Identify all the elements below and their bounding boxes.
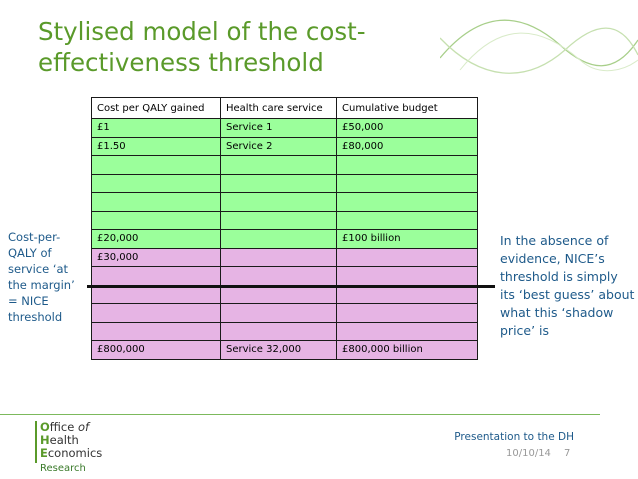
footer-date: 10/10/14 <box>506 448 551 459</box>
threshold-table <box>91 97 478 360</box>
table-cell: Service 1 <box>221 119 337 138</box>
logo-line-health: Health <box>40 433 79 447</box>
table-row <box>92 304 478 323</box>
table-row <box>92 248 478 267</box>
table-cell: £800,000 billion <box>337 341 478 360</box>
table-header-cell: Cumulative budget <box>337 98 478 119</box>
table-cell <box>92 211 221 230</box>
table-cell <box>337 156 478 175</box>
table-header-cell: Health care service <box>221 98 337 119</box>
threshold-line <box>87 285 495 288</box>
table-row <box>92 137 478 156</box>
table-cell <box>221 248 337 267</box>
table-cell <box>221 211 337 230</box>
table-cell <box>337 193 478 212</box>
logo-line-economics: Economics <box>40 446 103 460</box>
table-cell: £30,000 <box>92 248 221 267</box>
table-cell <box>221 193 337 212</box>
table-cell <box>221 230 337 249</box>
table-cell <box>221 267 337 286</box>
table-row <box>92 193 478 212</box>
shadow-price-annotation: In the absence of evidence, NICE’s threshold is simply its ‘best guess’ about what this ‘shadow price’ is <box>500 233 635 338</box>
decorative-wave-lines <box>440 0 638 95</box>
table-cell <box>92 193 221 212</box>
table-cell: £1.50 <box>92 137 221 156</box>
table-cell <box>92 267 221 286</box>
table-header-cell: Cost per QALY gained <box>92 98 221 119</box>
logo-bar <box>35 421 37 463</box>
table-cell <box>221 322 337 341</box>
table-cell: Service 32,000 <box>221 341 337 360</box>
logo-line-office: Office of <box>40 420 90 434</box>
table-row <box>92 174 478 193</box>
table-cell: £800,000 <box>92 341 221 360</box>
table-cell <box>221 304 337 323</box>
table-cell: Service 2 <box>221 137 337 156</box>
table-cell <box>92 174 221 193</box>
table-cell: £100 billion <box>337 230 478 249</box>
table-row <box>92 230 478 249</box>
footer-page-number: 7 <box>564 448 571 459</box>
footer-presentation: Presentation to the DH <box>454 431 574 443</box>
footer-divider <box>0 414 600 415</box>
logo-research: Research <box>40 463 86 474</box>
table-cell <box>337 174 478 193</box>
slide-title: Stylised model of the cost-effectiveness threshold <box>38 17 366 77</box>
table-cell <box>92 156 221 175</box>
table-cell: £1 <box>92 119 221 138</box>
table-cell <box>337 248 478 267</box>
table-row <box>92 211 478 230</box>
table-cell <box>337 304 478 323</box>
table-row <box>92 156 478 175</box>
table-cell: £80,000 <box>337 137 478 156</box>
table-cell <box>221 156 337 175</box>
table-header-row <box>92 98 478 119</box>
table-cell <box>337 211 478 230</box>
table-cell <box>337 322 478 341</box>
table-cell <box>221 174 337 193</box>
table-cell: £50,000 <box>337 119 478 138</box>
table-cell <box>337 267 478 286</box>
table-row <box>92 267 478 286</box>
margin-annotation: Cost-per-QALY of service ‘at the margin’ = NICE threshold <box>8 230 75 324</box>
table-cell: £20,000 <box>92 230 221 249</box>
table-cell <box>92 322 221 341</box>
table-row <box>92 341 478 360</box>
table-cell <box>92 304 221 323</box>
table-row <box>92 322 478 341</box>
table-row <box>92 119 478 138</box>
